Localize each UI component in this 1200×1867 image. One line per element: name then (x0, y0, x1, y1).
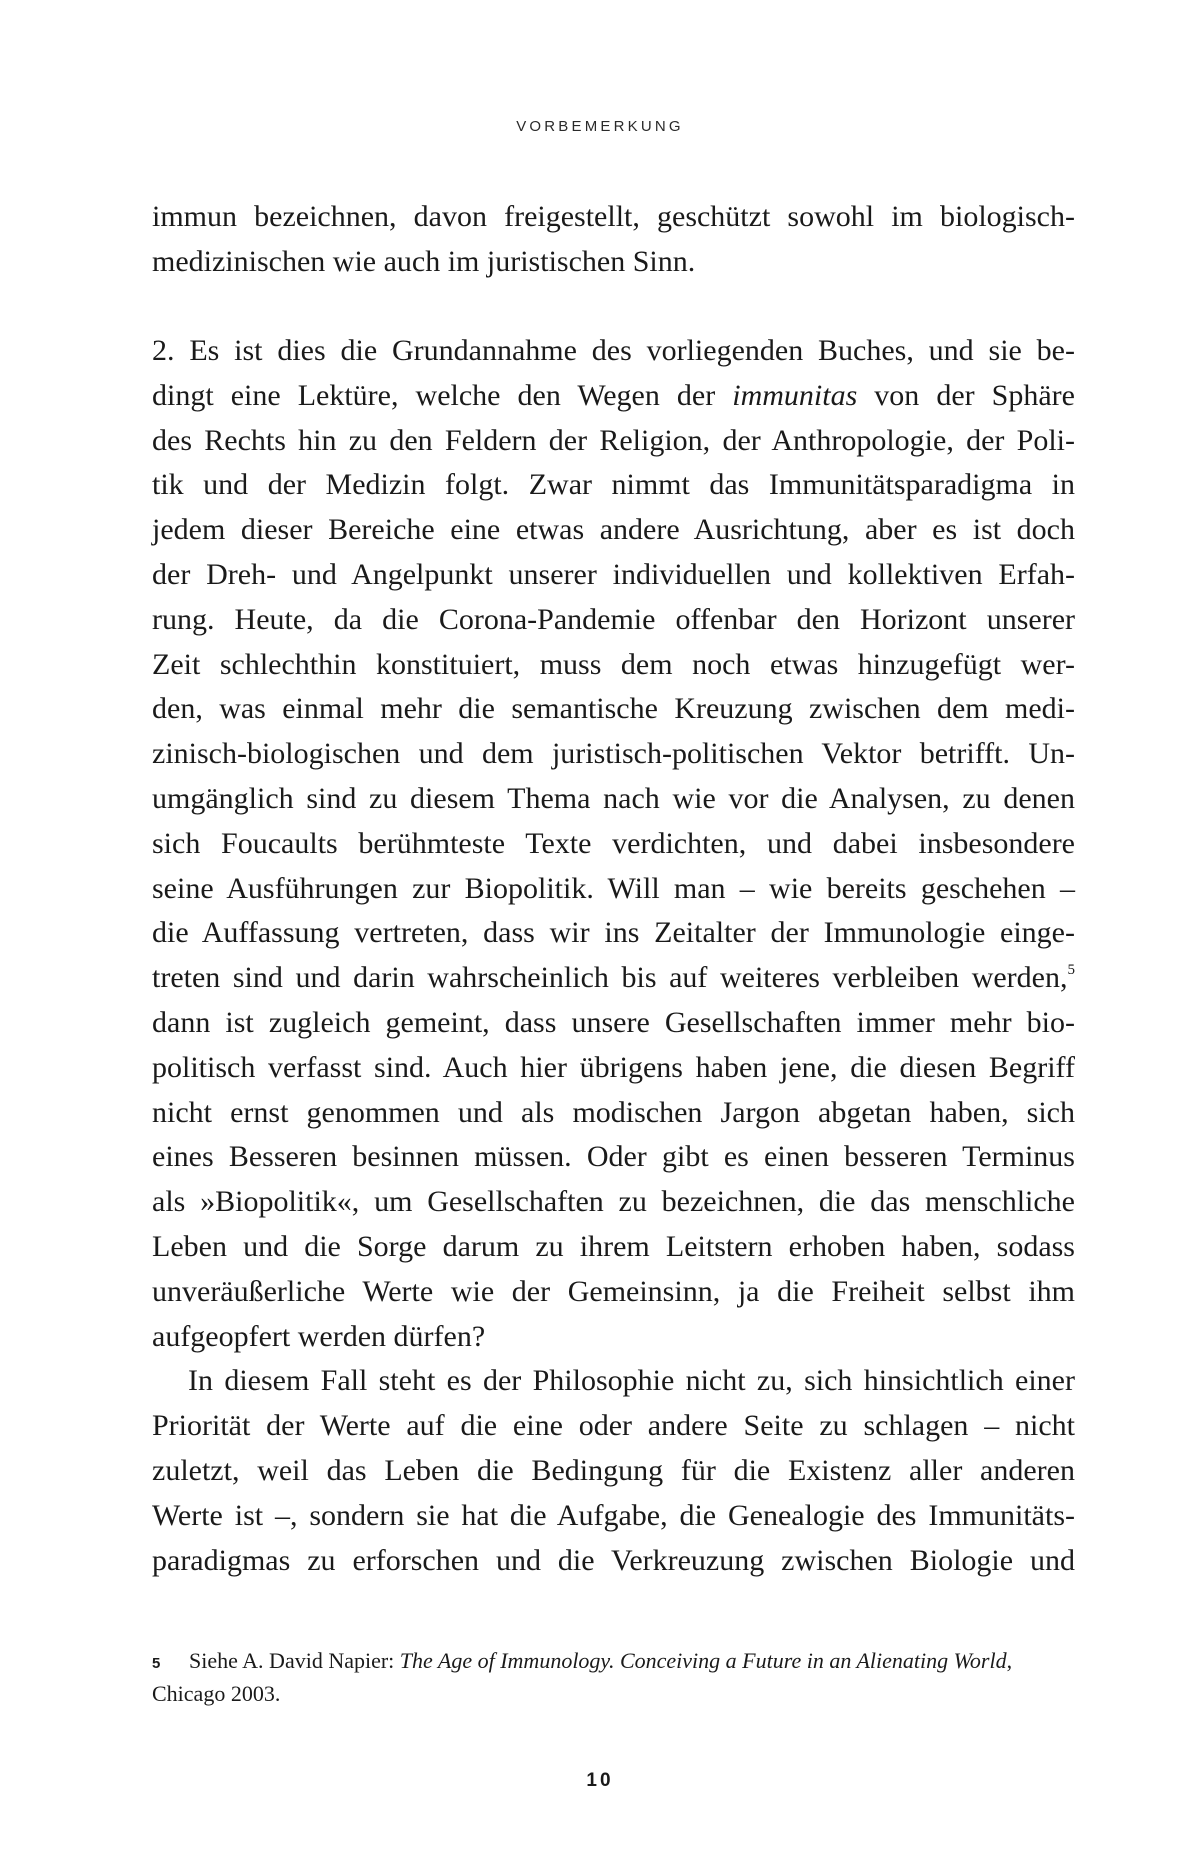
text-line: Werte ist –, sondern sie hat die Aufgabe, die Genealogie des Immunitäts- (152, 1498, 1075, 1532)
text-line: aufgeopfert werden dürfen? (152, 1319, 486, 1353)
footnote-reference: 5 (1067, 962, 1075, 979)
text-line: rung. Heute, da die Corona-Pandemie offenbar den Horizont unserer (152, 602, 1075, 636)
footnote-line: Chicago 2003. (152, 1681, 281, 1706)
text-line: Priorität der Werte auf die eine oder andere Seite zu schlagen – nicht (152, 1409, 1075, 1443)
text-line: sich Foucaults berühmteste Texte verdichten, und dabei insbesondere (152, 826, 1075, 860)
paragraph-1 (152, 195, 1075, 285)
paragraph-2 (152, 329, 1075, 1583)
text-line: tik und der Medizin folgt. Zwar nimmt das Immunitätsparadigma in (152, 468, 1075, 502)
text-line: 2. Es ist dies die Grundannahme des vorliegenden Buches, und sie be- (152, 334, 1075, 367)
text-segment: treten sind und darin wahrscheinlich bis auf weiteres verbleiben werden, (152, 961, 1068, 995)
text-line: der Dreh- und Angelpunkt unserer individuellen und kollektiven Erfah- (152, 557, 1075, 591)
text-line: immun bezeichnen, davon freigestellt, geschützt sowohl im biologisch- (152, 200, 1075, 233)
text-segment: dingt eine Lektüre, welche den Wegen der (152, 378, 733, 412)
text-line: des Rechts hin zu den Feldern der Religion, der Anthropologie, der Poli- (152, 423, 1075, 457)
footnote-line (152, 1644, 1075, 1677)
text-line: Leben und die Sorge darum zu ihrem Leitstern erhoben haben, sodass (152, 1229, 1075, 1263)
text-line: dann ist zugleich gemeint, dass unsere Gesellschaften immer mehr bio- (152, 1005, 1075, 1039)
text-line: seine Ausführungen zur Biopolitik. Will man – wie bereits geschehen – (152, 871, 1075, 905)
text-line: jedem dieser Bereiche eine etwas andere Ausrichtung, aber es ist doch (152, 513, 1075, 547)
page-number: 10 (586, 1770, 614, 1791)
text-line: zinisch-biologischen und dem juristisch-politischen Vektor betrifft. Un- (152, 737, 1075, 771)
text-line: als »Biopolitik«, um Gesellschaften zu bezeichnen, die das menschliche (152, 1185, 1075, 1219)
text-line (152, 374, 1075, 419)
text-segment: , (1006, 1648, 1013, 1673)
text-line: die Auffassung vertreten, dass wir ins Zeitalter der Immunologie einge- (152, 916, 1075, 950)
text-line (152, 956, 1075, 1001)
text-line: eines Besseren besinnen müssen. Oder gibt es einen besseren Terminus (152, 1140, 1075, 1174)
running-head: VORBEMERKUNG (516, 118, 684, 135)
text-line: Zeit schlechthin konstituiert, muss dem noch etwas hinzugefügt wer- (152, 647, 1075, 681)
text-line: politisch verfasst sind. Auch hier übrigens haben jene, die diesen Begriff (152, 1050, 1075, 1084)
text-line: den, was einmal mehr die semantische Kreuzung zwischen dem medi- (152, 692, 1075, 726)
footnote-number: 5 (152, 1655, 161, 1672)
text-line: unveräußerliche Werte wie der Gemeinsinn, ja die Freiheit selbst ihm (152, 1274, 1075, 1308)
text-segment: Siehe A. David Napier: (189, 1648, 400, 1673)
book-title: The Age of Immunology. Conceiving a Future in an Alienating World (399, 1648, 1007, 1673)
text-line: umgänglich sind zu diesem Thema nach wie vor die Analysen, zu denen (152, 781, 1075, 815)
text-line: zuletzt, weil das Leben die Bedingung für die Existenz aller anderen (152, 1453, 1075, 1487)
italic-term: immunitas (732, 378, 858, 412)
text-line: nicht ernst genommen und als modischen Jargon abgetan haben, sich (152, 1095, 1075, 1129)
text-line: paradigmas zu erforschen und die Verkreuzung zwischen Biologie und (152, 1543, 1075, 1577)
text-segment: von der Sphäre (857, 378, 1075, 412)
footnote (152, 1644, 1075, 1710)
text-line: In diesem Fall steht es der Philosophie nicht zu, sich hinsichtlich einer (188, 1364, 1075, 1398)
text-line: medizinischen wie auch im juristischen Sinn. (152, 244, 696, 278)
